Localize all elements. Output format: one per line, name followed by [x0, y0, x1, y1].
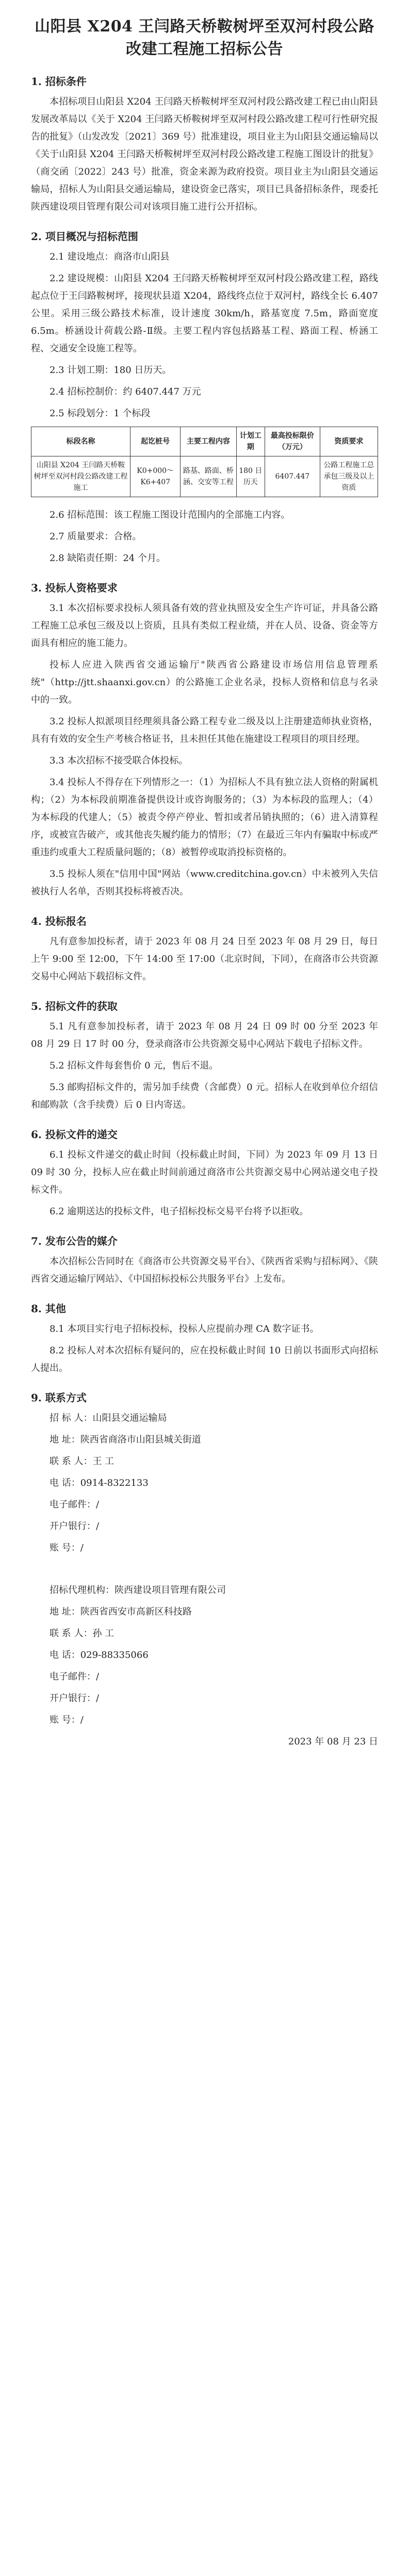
section-heading: 2. 项目概况与招标范围	[31, 230, 138, 243]
table-header: 标段名称	[31, 427, 130, 456]
paragraph: 凡有意参加投标者，请于 2023 年 08 月 24 日至 2023 年 08 月 29 日，每日上午 9:00 至 12:00，下午 14:00 至 17:00（北京时间，下同），在商洛市公共资源交易中心网站下载招标文件。	[31, 936, 378, 982]
section-heading: 4. 投标报名	[31, 915, 87, 927]
paragraph: 2.8 缺陷责任期：24 个月。	[50, 553, 166, 564]
publish-date: 2023 年 08 月 23 日	[288, 1736, 378, 1747]
section-heading: 7. 发布公告的媒介	[31, 1235, 118, 1247]
table-row	[31, 456, 378, 497]
paragraph: 3.2 投标人拟派项目经理须具备公路工程专业二级及以上注册建造师执业资格，具有有效的安全生产考核合格证书，且未担任其他在施建设工程项目的项目经理。	[31, 716, 378, 744]
contact-line: 联 系 人：孙 工	[50, 1628, 114, 1639]
table-cell: 公路工程施工总承包三级及以上资质	[320, 456, 378, 497]
paragraph: 2.2 建设规模：山阳县 X204 王闫路天桥鞍树坪至双河村段公路改建工程，路线起点位于王闫路鞍树坪，接现状县道 X204，路线终点位于双河村，路线全长 6.407 公里。采用三级公路技术标准，设计速度 30km/h，路基宽度 7.5m，路面宽度 6.5m。桥涵设计荷载公路-Ⅱ级。主要工程内容包括路基工程、路面工程、桥涵工程、交通安全设施工程等。	[31, 273, 378, 354]
contact-line: 电子邮件：/	[50, 1499, 100, 1510]
paragraph: 3.4 投标人不得存在下列情形之一：（1）为招标人不具有独立法人资格的附属机构；（2）为本标段前期准备提供设计或咨询服务的；（3）为本标段的监理人；（4）为本标段的代建人；（5）被责令停产停业、暂扣或者吊销执照的；（6）进入清算程序，或被宣告破产，或其他丧失履约能力的情形；（7）在最近三年内有骗取中标或严重违约或重大工程质量问题的；（8）被暂停或取消投标资格的。	[31, 777, 378, 858]
contact-line: 账 号：/	[50, 1543, 84, 1553]
paragraph: 3.5 投标人须在"信用中国"网站（www.creditchina.gov.cn）中未被列入失信被执行人名单，否则其投标将被否决。	[31, 869, 378, 897]
contact-line: 账 号：/	[50, 1715, 84, 1725]
paragraph: 6.1 投标文件递交的截止时间（投标截止时间，下同）为 2023 年 09 月 13 日 09 时 30 分，投标人应在截止时间前通过商洛市公共资源交易中心网站递交电子投标文件。	[31, 1149, 378, 1195]
contact-line: 招标代理机构：陕西建设项目管理有限公司	[50, 1585, 226, 1596]
paragraph: 2.6 招标范围：该工程施工图设计范围内的全部施工内容。	[50, 510, 290, 520]
table-cell: 山阳县 X204 王闫路天桥鞍树坪至双河村段公路改建工程施工	[31, 456, 130, 497]
table-header: 计划工期	[236, 427, 265, 456]
paragraph: 3.1 本次招标要求投标人须具备有效的营业执照及安全生产许可证，并具备公路工程施工总承包三级及以上资质，且具有类似工程业绩，并在人员、设备、资金等方面具有相应的施工能力。	[31, 603, 378, 649]
paragraph: 本招标项目山阳县 X204 王闫路天桥鞍树坪至双河村段公路改建工程已由山阳县发展改革局以《关于 X204 王闫路天桥鞍树坪至双河村段公路改建工程可行性研究报告的批复》（山发改发〔2021〕369 号）批准建设，项目业主为山阳县交通运输局以《关于山阳县 X204 王闫路天桥鞍树坪至双河村段公路改建工程施工图设计的批复》（商交函〔2022〕243 号）批准，资金来源为政府投资。项目业主为山阳县交通运输局，招标人为山阳县交通运输局，建设资金已落实，项目已具备招标条件，现委托陕西建设项目管理有限公司对该项目施工进行公开招标。	[31, 96, 378, 212]
paragraph: 8.1 本项目实行电子招标投标，投标人应提前办理 CA 数字证书。	[50, 1324, 319, 1334]
contact-line: 开户银行：/	[50, 1521, 100, 1532]
paragraph: 2.5 标段划分：1 个标段	[50, 408, 151, 419]
section-heading: 8. 其他	[31, 1302, 66, 1315]
section-heading: 5. 招标文件的获取	[31, 1000, 118, 1012]
contact-line: 开户银行：/	[50, 1693, 100, 1704]
table-cell: 路基、路面、桥涵、交安等工程	[181, 456, 236, 497]
section-heading: 1. 招标条件	[31, 75, 87, 88]
paragraph: 8.2 投标人对本次招标有疑问的，应在投标截止时间 10 日前以书面形式向招标人提出。	[31, 1345, 378, 1374]
contact-line: 地 址：陕西省商洛市山阳县城关街道	[50, 1434, 201, 1445]
table-header: 主要工程内容	[181, 427, 236, 456]
page-title: 山阳县 X204 王闫路天桥鞍树坪至双河村段公路改建工程施工招标公告	[35, 18, 374, 58]
table-cell: 6407.447	[265, 456, 320, 497]
section-heading: 3. 投标人资格要求	[31, 582, 118, 594]
paragraph: 3.3 本次招标不接受联合体投标。	[50, 755, 188, 766]
tenderer-contact	[31, 1410, 378, 1557]
paragraph: 2.3 计划工期：180 日历天。	[50, 365, 172, 376]
contact-line: 地 址：陕西省西安市高新区科技路	[50, 1606, 192, 1617]
contact-line: 电 话：029-88335066	[50, 1650, 149, 1660]
paragraph: 5.2 招标文件每套售价 0 元，售后不退。	[50, 1060, 219, 1071]
contact-line: 联 系 人：王 工	[50, 1456, 114, 1467]
paragraph: 2.1 建设地点：商洛市山阳县	[50, 251, 170, 262]
section-heading: 6. 投标文件的递交	[31, 1128, 118, 1141]
paragraph: 2.4 招标控制价：约 6407.447 万元	[50, 386, 201, 397]
agency-contact	[31, 1582, 378, 1729]
section-heading: 9. 联系方式	[31, 1392, 87, 1404]
paragraph: 5.3 邮购招标文件的，需另加手续费（含邮费）0 元。招标人在收到单位介绍信和邮购款（含手续费）后 0 日内寄送。	[31, 1082, 378, 1110]
paragraph: 5.1 凡有意参加投标者，请于 2023 年 08 月 24 日 09 时 00 分至 2023 年 08 月 29 日 17 时 00 分，登录商洛市公共资源交易中心网站下载电子招标文件。	[31, 1021, 378, 1049]
table-header: 最高投标限价（万元）	[265, 427, 320, 456]
paragraph: 2.7 质量要求：合格。	[50, 531, 142, 542]
table-header: 起讫桩号	[130, 427, 181, 456]
contact-line: 招 标 人：山阳县交通运输局	[50, 1413, 167, 1423]
table-cell: K0+000～K6+407	[130, 456, 181, 497]
paragraph: 投标人应进入陕西省交通运输厅"陕西省公路建设市场信用信息管理系统"（http://jtt.shaanxi.gov.cn）的公路施工企业名录，投标人资格和信息与名录中的一致。	[31, 659, 378, 705]
contact-line: 电子邮件：/	[50, 1671, 100, 1682]
paragraph: 6.2 逾期送达的投标文件，电子招标投标交易平台将予以拒收。	[50, 1206, 309, 1217]
bid-section-table	[31, 427, 378, 497]
table-header: 资质要求	[320, 427, 378, 456]
table-cell: 180 日历天	[236, 456, 265, 497]
contact-line: 电 话：0914-8322133	[50, 1478, 149, 1488]
paragraph: 本次招标公告同时在《商洛市公共资源交易平台》、《陕西省采购与招标网》、《陕西省交通运输厅网站》、《中国招标投标公共服务平台》上发布。	[31, 1256, 378, 1284]
table-header-row	[31, 427, 378, 456]
